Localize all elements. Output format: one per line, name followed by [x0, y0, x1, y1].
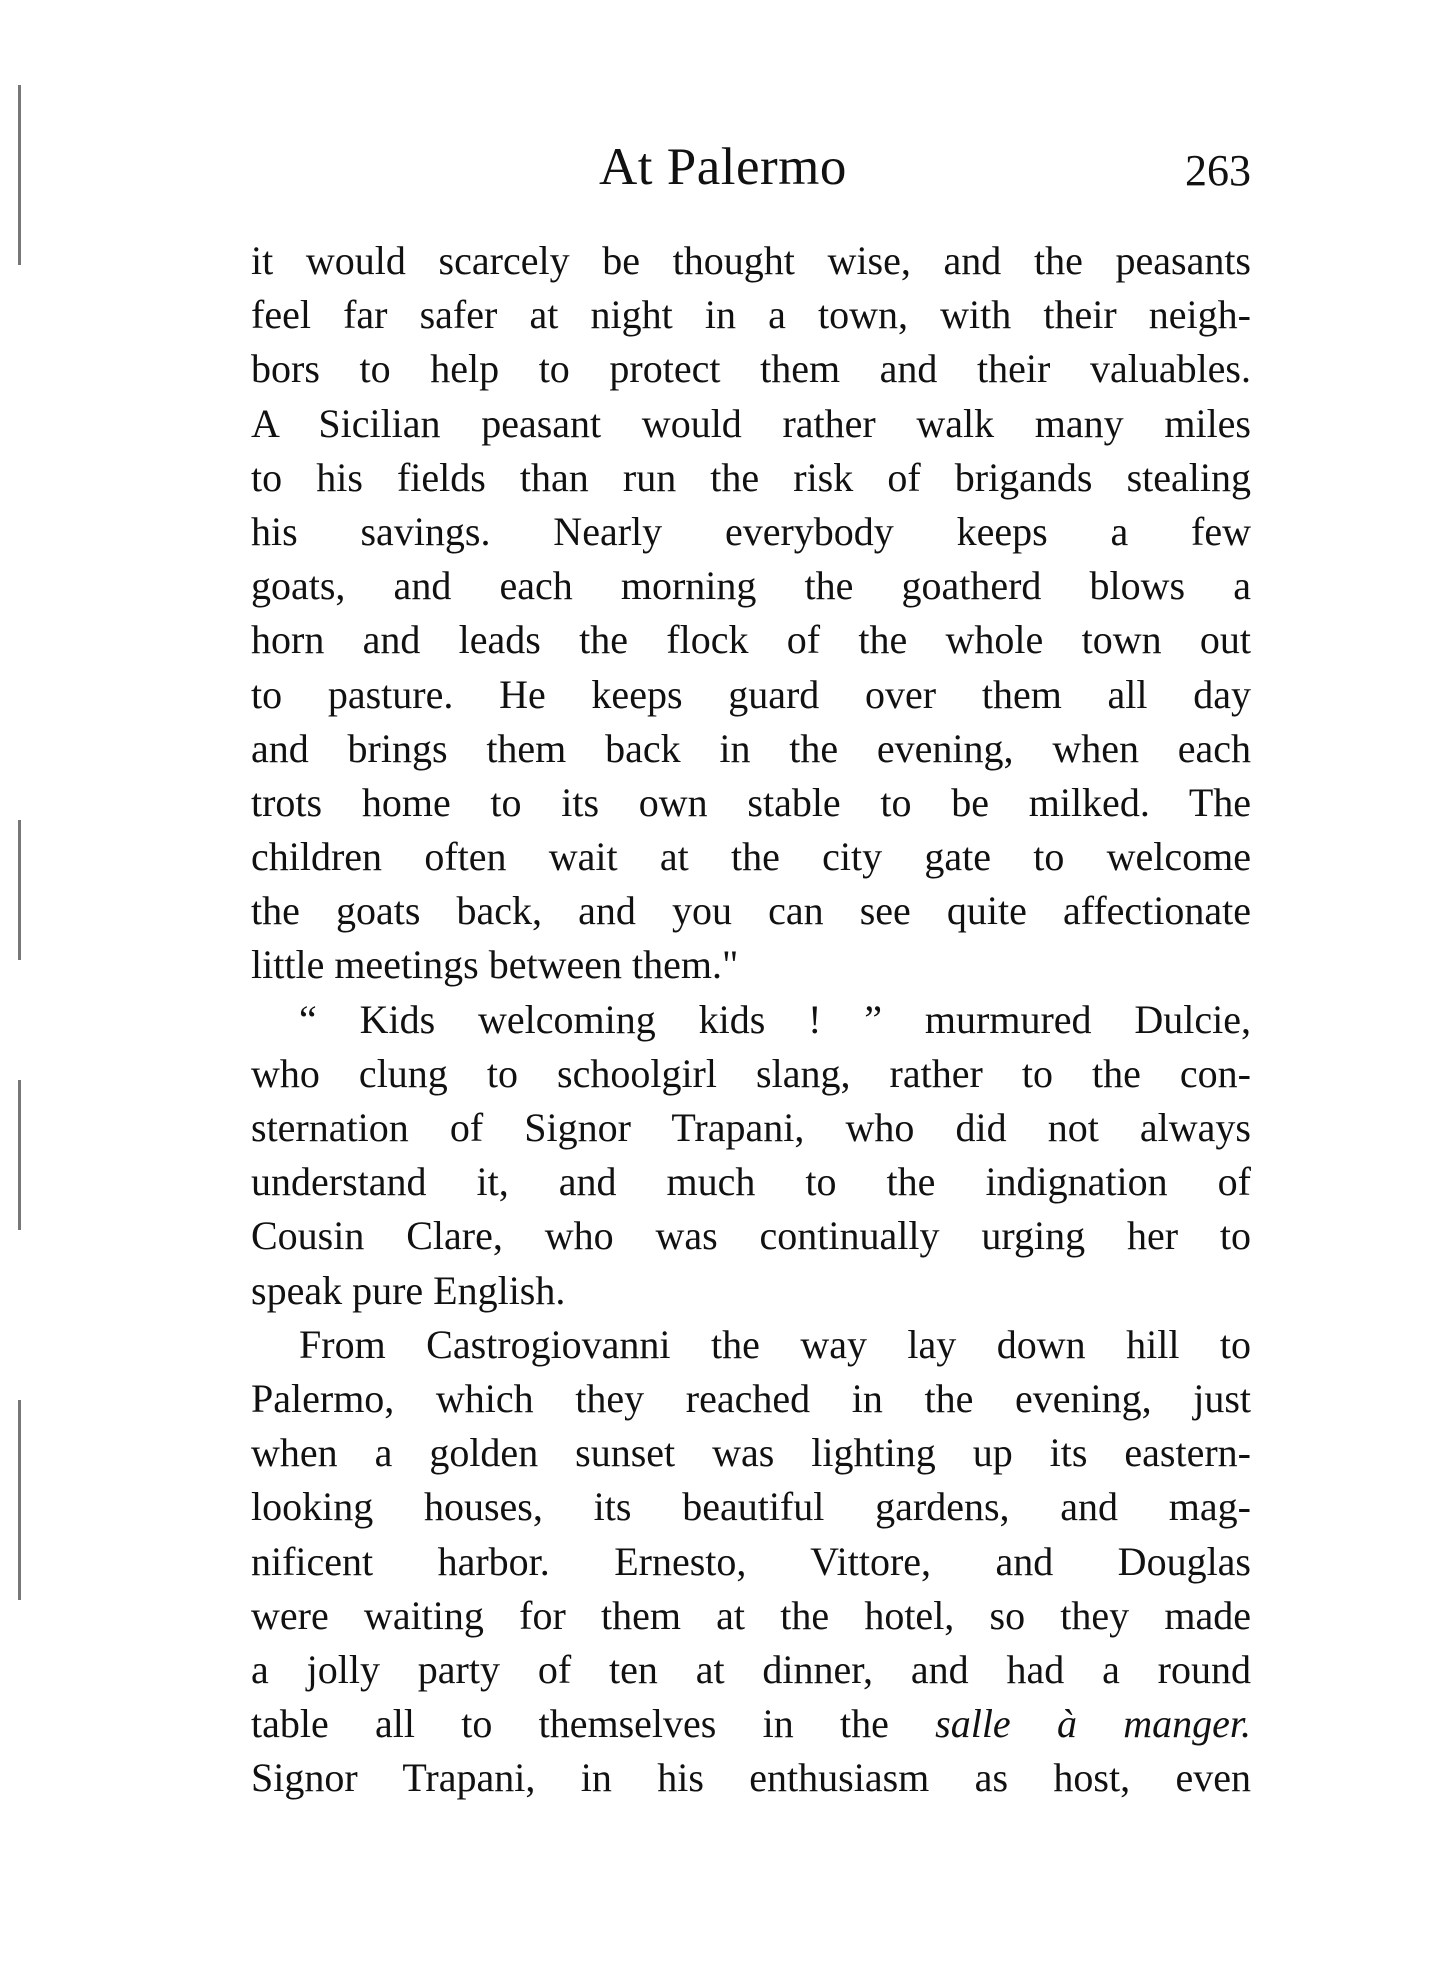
text-line: speak pure English. — [251, 1267, 566, 1313]
text-line: to his fields than run the risk of brigands stealing — [251, 454, 1251, 500]
text-line: Signor Trapani, in his enthusiasm as host, even — [251, 1755, 1251, 1801]
text-line: From Castrogiovanni the way lay down hill to — [299, 1321, 1251, 1367]
paragraph-3 — [251, 1318, 1251, 1806]
text-line: when a golden sunset was lighting up its eastern- — [251, 1430, 1251, 1476]
text-line: A Sicilian peasant would rather walk many miles — [251, 400, 1251, 446]
text-line: to pasture. He keeps guard over them all day — [251, 671, 1251, 717]
text-line: goats, and each morning the goatherd blows a — [251, 563, 1251, 609]
text-line: it would scarcely be thought wise, and the peasants — [251, 238, 1251, 283]
text-segment: table all to themselves in the — [251, 1701, 936, 1747]
text-line: bors to help to protect them and their valuables. — [251, 346, 1251, 392]
page-number: 263 — [1185, 146, 1251, 195]
text-line — [251, 1697, 1251, 1751]
text-line: understand it, and much to the indignation of — [251, 1159, 1251, 1205]
scan-edge-mark — [18, 85, 21, 265]
text-line: who clung to schoolgirl slang, rather to the con- — [251, 1050, 1251, 1096]
text-line: little meetings between them." — [251, 942, 739, 988]
text-line: feel far safer at night in a town, with their neigh- — [251, 292, 1251, 338]
text-line: Cousin Clare, who was continually urging her to — [251, 1213, 1251, 1259]
scan-edge-mark — [18, 820, 21, 960]
text-line: Palermo, which they reached in the evening, just — [251, 1375, 1251, 1421]
text-line: children often wait at the city gate to welcome — [251, 834, 1251, 880]
page-header — [251, 132, 1251, 202]
body-text — [251, 234, 1251, 1805]
text-line: sternation of Signor Trapani, who did not always — [251, 1105, 1251, 1150]
text-line: and brings them back in the evening, when each — [251, 725, 1251, 771]
text-line: horn and leads the flock of the whole town out — [251, 617, 1251, 663]
text-line: a jolly party of ten at dinner, and had a round — [251, 1646, 1251, 1692]
text-line: the goats back, and you can see quite affectionate — [251, 888, 1251, 934]
text-line: his savings. Nearly everybody keeps a few — [251, 508, 1251, 554]
italic-phrase: salle à manger. — [935, 1701, 1251, 1747]
running-title: At Palermo — [599, 138, 847, 196]
paragraph-1 — [251, 234, 1251, 993]
text-line: nificent harbor. Ernesto, Vittore, and Douglas — [251, 1538, 1251, 1584]
text-line: were waiting for them at the hotel, so they made — [251, 1592, 1251, 1638]
paragraph-2 — [251, 993, 1251, 1318]
scan-edge-mark — [18, 1400, 21, 1600]
text-line: trots home to its own stable to be milked. The — [251, 779, 1251, 825]
scan-edge-mark — [18, 1080, 21, 1230]
text-line: looking houses, its beautiful gardens, and mag- — [251, 1484, 1251, 1530]
text-line: “ Kids welcoming kids ! ” murmured Dulcie, — [299, 996, 1251, 1042]
